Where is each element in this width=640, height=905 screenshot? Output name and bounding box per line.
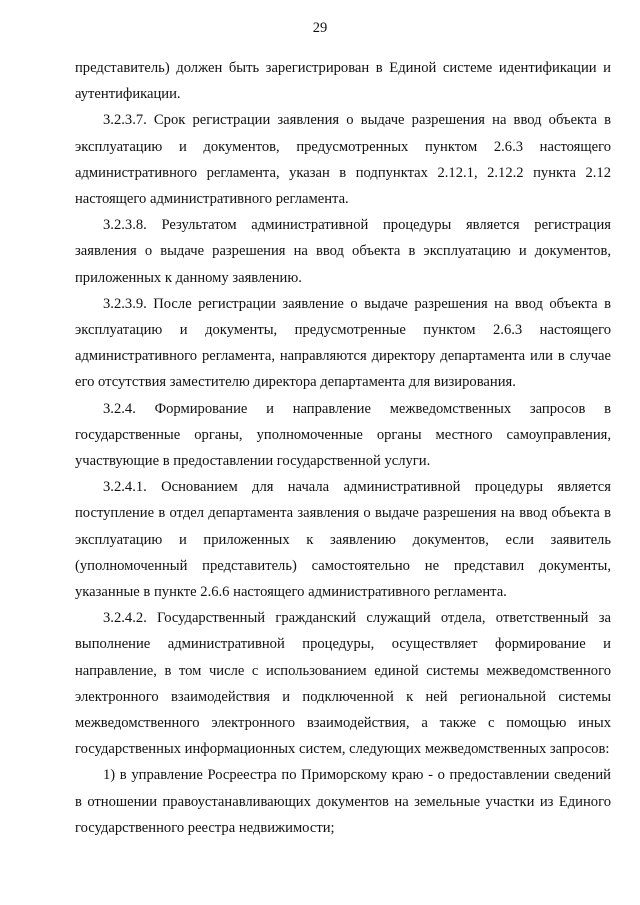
paragraph-continuation: представитель) должен быть зарегистрирован в Единой системе идентификации и аутентификации. <box>75 60 611 103</box>
paragraph-3-2-4: 3.2.4. Формирование и направление межведомственных запросов в государственные органы, уполномоченные органы местного самоуправления, участвующие в предоставлении государственной услуги. <box>75 400 611 470</box>
paragraph-3-2-4-2: 3.2.4.2. Государственный гражданский служащий отдела, ответственный за выполнение административной процедуры, осуществляет формирование и направление, в том числе с использованием единой системы межведомственного электронного взаимодействия и подключенной к ней региональной системы межведомственного электронного взаимодействия, а также с помощью иных государственных информационных систем, следующих межведомственных запросов: <box>75 610 611 758</box>
paragraph-3-2-4-1: 3.2.4.1. Основанием для начала административной процедуры является поступление в отдел департамента заявления о выдаче разрешения на ввод объекта в эксплуатацию и приложенных к заявлению документов, если заявитель (уполномоченный представитель) самостоятельно не представил документы, указанные в пункте 2.6.6 настоящего административного регламента. <box>75 479 611 601</box>
page-number: 29 <box>312 20 328 36</box>
paragraph-3-2-3-9: 3.2.3.9. После регистрации заявление о выдаче разрешения на ввод объекта в эксплуатацию и документы, предусмотренные пунктом 2.6.3 настоящего административного регламента, направляются директору департамента или в случае его отсутствия заместителю директора департамента для визирования. <box>75 295 611 391</box>
paragraph-3-2-3-7: 3.2.3.7. Срок регистрации заявления о выдаче разрешения на ввод объекта в эксплуатацию и документов, предусмотренных пунктом 2.6.3 настоящего административного регламента, указан в подпунктах 2.12.1, 2.12.2 пункта 2.12 настоящего административного регламента. <box>75 112 611 208</box>
document-body <box>75 55 611 841</box>
paragraph-list-item-1: 1) в управление Росреестра по Приморскому краю - о предоставлении сведений в отношении правоустанавливающих документов на земельные участки из Единого государственного реестра недвижимости; <box>75 767 611 836</box>
paragraph-3-2-3-8: 3.2.3.8. Результатом административной процедуры является регистрация заявления о выдаче разрешения на ввод объекта в эксплуатацию и документов, приложенных к данному заявлению. <box>75 217 611 286</box>
